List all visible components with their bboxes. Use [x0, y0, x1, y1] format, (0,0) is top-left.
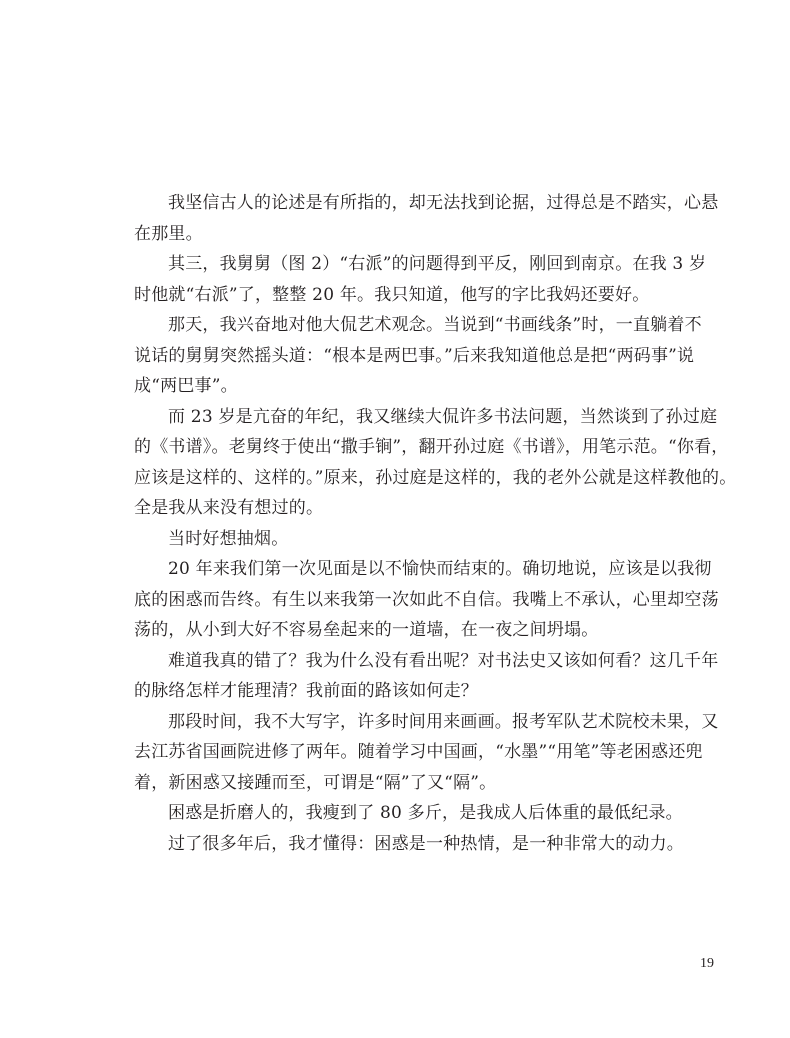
paragraph-line: 时他就“右派”了，整整 20 年。我只知道，他写的字比我妈还要好。	[134, 284, 650, 305]
paragraph-line: 着，新困惑又接踵而至，可谓是“隔”了又“隔”。	[134, 772, 497, 793]
paragraph-line: 在那里。	[134, 223, 203, 244]
paragraph-line: 那天，我兴奋地对他大侃艺术观念。当说到“书画线条”时，一直躺着不	[168, 315, 702, 335]
paragraph-line: 当时好想抽烟。	[168, 528, 289, 549]
paragraph-line: 的脉络怎样才能理清？我前面的路该如何走？	[134, 681, 478, 701]
paragraph	[134, 249, 707, 310]
paragraph-line: 全是我从来没有想过的。	[134, 498, 324, 518]
paragraph-line: 说话的舅舅突然摇头道：“根本是两巴事。”后来我知道他总是把“两码事”说	[134, 345, 695, 366]
paragraph	[134, 554, 719, 646]
paragraph-line: 而 23 岁是亢奋的年纪，我又继续大侃许多书法问题，当然谈到了孙过庭	[168, 406, 718, 427]
paragraph-line: 20 年来我们第一次见面是以不愉快而结束的。确切地说，应该是以我彻	[168, 559, 712, 579]
paragraph	[134, 310, 702, 402]
paragraph	[134, 646, 719, 707]
paragraph-line: 去江苏省国画院进修了两年。随着学习中国画，“水墨”“用笔”等老困惑还兜	[134, 742, 703, 762]
paragraph-line: 困惑是折磨人的，我瘦到了 80 多斤，是我成人后体重的最低纪录。	[168, 803, 683, 823]
paragraph-line: 其三，我舅舅（图 2）“右派”的问题得到平反，刚回到南京。在我 3 岁	[168, 254, 707, 274]
paragraph-line: 成“两巴事”。	[134, 376, 238, 396]
paragraph	[134, 829, 684, 860]
paragraph	[134, 188, 719, 249]
paragraph	[134, 524, 660, 555]
paragraph	[134, 707, 719, 799]
paragraph-line: 难道我真的错了？我为什么没有看出呢？对书法史又该如何看？这几千年	[168, 650, 719, 671]
page-number: 19	[700, 956, 714, 971]
paragraph-line: 那段时间，我不大写字，许多时间用来画画。报考军队艺术院校未果，又	[168, 711, 719, 732]
paragraph-line: 底的困惑而告终。有生以来我第一次如此不自信。我嘴上不承认，心里却空荡	[134, 589, 719, 610]
paragraph-line: 的《书谱》。老舅终于使出“撒手锏”，翻开孙过庭《书谱》，用笔示范。“你看，	[134, 437, 729, 457]
paragraph	[134, 402, 737, 524]
paragraph-line: 我坚信古人的论述是有所指的，却无法找到论据，过得总是不踏实，心悬	[168, 193, 719, 213]
paragraph-line: 过了很多年后，我才懂得：困惑是一种热情，是一种非常大的动力。	[168, 833, 684, 854]
page-body	[134, 188, 737, 859]
paragraph	[134, 798, 683, 829]
paragraph-line: 应该是这样的、这样的。”原来，孙过庭是这样的，我的老外公就是这样教他的。	[134, 467, 737, 488]
paragraph-line: 荡的，从小到大好不容易垒起来的一道墙，在一夜之间坍塌。	[134, 620, 599, 640]
